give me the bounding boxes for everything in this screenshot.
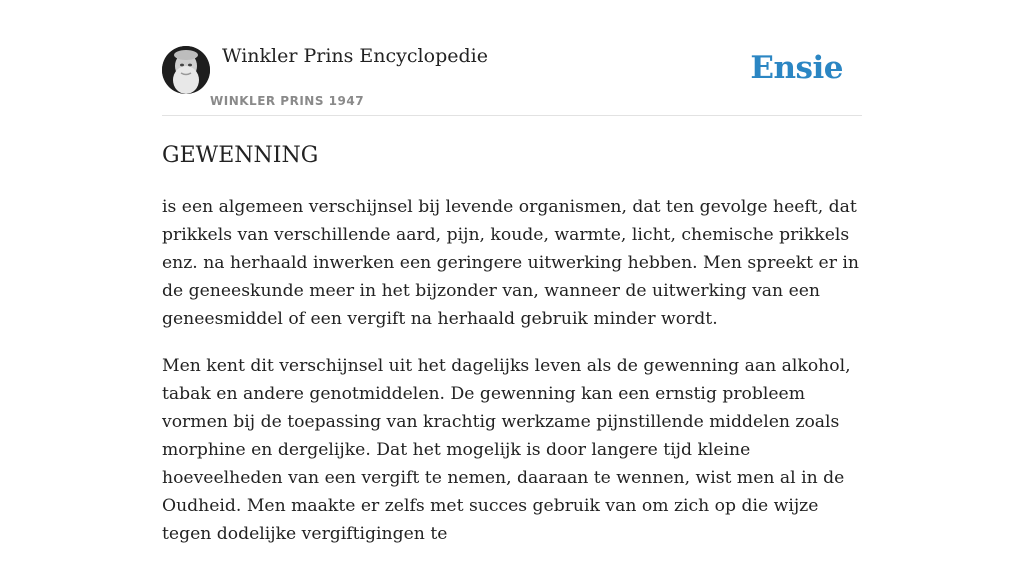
article-title: GEWENNING <box>162 143 319 168</box>
article-page <box>162 0 862 567</box>
article-body <box>162 193 862 548</box>
article-paragraph: is een algemeen verschijnsel bij levende organismen, dat ten gevolge heeft, dat prikkels van verschillende aard, pijn, koude, warmte, licht, chemische prikkels enz. na herhaald inwerken een geringere uitwerking hebben. Men spreekt er in de geneeskunde meer in het bijzonder van, wanneer de uitwerking van een geneesmiddel of een vergift na herhaald gebruik minder wordt. <box>162 197 859 329</box>
source-header <box>162 0 862 116</box>
source-title-link[interactable]: Winkler Prins Encyclopedie <box>222 45 488 67</box>
ensie-logo-link[interactable]: Ensie <box>750 50 843 86</box>
article-paragraph: Men kent dit verschijnsel uit het dagelijks leven als de gewenning aan alkohol, tabak en andere genotmiddelen. De gewenning kan een ernstig probleem vormen bij de toepassing van krachtig werkzame pijnstillende middelen zoals morphine en dergelijke. Dat het mogelijk is door langere tijd kleine hoeveelheden van een vergift te nemen, daaraan te wennen, wist men al in de Oudheid. Men maakte er zelfs met succes gebruik van om zich op die wijze tegen dodelijke vergiftigingen te <box>162 356 851 544</box>
source-edition-label: WINKLER PRINS 1947 <box>210 94 365 108</box>
author-avatar[interactable] <box>162 46 210 94</box>
